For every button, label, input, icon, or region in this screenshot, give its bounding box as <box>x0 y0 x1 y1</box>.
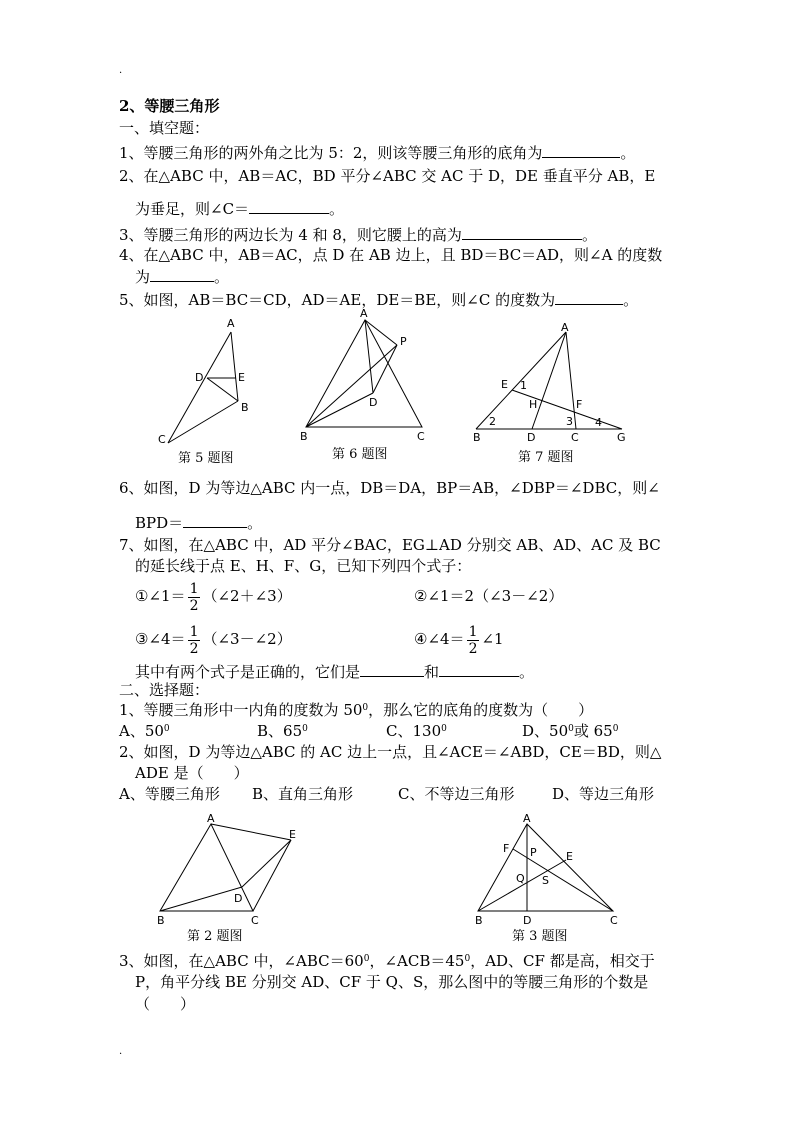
segment-bp <box>306 345 397 427</box>
answer-blank[interactable] <box>555 289 623 305</box>
label-d: D <box>369 396 378 409</box>
answer-blank[interactable] <box>249 198 329 214</box>
question-2-2-line2: ADE 是（ ） <box>135 764 249 782</box>
figure-7 <box>470 318 630 448</box>
label-s: S <box>542 874 549 887</box>
q2-2-option-b[interactable]: B、直角三角形 <box>252 785 354 803</box>
question-1-2-line1: 2、在△ABC 中，AB＝AC，BD 平分∠ABC 交 AC 于 D，DE 垂直平分 AB，E <box>119 167 656 185</box>
question-2-3-line1: 3、如图，在△ABC 中，$\angle ABC=60^0$，$\angle ACB=45^0$，AD、CF 都是高，相交于 <box>119 952 655 970</box>
question-2-2-line1: 2、如图，D 为等边△ABC 的 AC 边上一点，且∠ACE＝∠ABD，CE＝BD，则△ <box>119 743 662 761</box>
segment-de <box>242 840 291 887</box>
q2-1-option-c[interactable]: C、$130^0$ <box>386 722 447 740</box>
answer-blank[interactable] <box>150 266 214 282</box>
q2-1-option-a[interactable]: A、$50^0$ <box>119 722 170 740</box>
label-d: D <box>234 892 243 905</box>
formula-3: ③∠4＝ $\frac{1}{2}$ （∠3－∠2） <box>135 623 292 657</box>
figure-3 <box>470 812 625 930</box>
figure-6-caption: 第 6 题图 <box>332 447 388 462</box>
question-1-1: 1、等腰三角形的两外角之比为 5：2，则该等腰三角形的底角为 。 <box>119 144 636 162</box>
label-c: C <box>610 914 618 927</box>
fraction-half: $\frac{1}{2}$ <box>189 623 199 657</box>
bottom-mark: . <box>119 1046 123 1057</box>
question-1-6-line1: 6、如图，D 为等边△ABC 内一点，DB＝DA，BP＝AB，∠DBP＝∠DBC，则∠ <box>119 479 660 497</box>
top-mark: . <box>119 65 123 76</box>
choice-heading: 二、选择题： <box>119 681 210 699</box>
label-h: H <box>529 398 538 411</box>
figure-3-caption: 第 3 题图 <box>512 929 568 944</box>
question-2-3-line3: （ ） <box>135 995 196 1013</box>
answer-blank[interactable] <box>462 224 582 240</box>
q2-2-option-c[interactable]: C、不等边三角形 <box>398 785 515 803</box>
label-2: 2 <box>489 415 496 428</box>
label-q: Q <box>516 872 525 885</box>
label-p: P <box>400 335 407 348</box>
question-1-3: 3、等腰三角形的两边长为 4 和 8，则它腰上的高为 。 <box>119 226 597 244</box>
answer-blank[interactable] <box>439 661 519 677</box>
label-b: B <box>475 914 483 927</box>
figure-2 <box>152 812 307 930</box>
label-a: A <box>523 812 531 825</box>
question-2-3-line2: P，角平分线 BE 分别交 AD、CF 于 Q、S，那么图中的等腰三角形的个数是 <box>135 973 649 991</box>
label-c: C <box>417 430 425 443</box>
question-2-1: 1、等腰三角形中一内角的度数为 $50^0$，那么它的底角的度数为（ ） <box>119 701 594 719</box>
label-a: A <box>227 317 235 330</box>
label-c: C <box>251 914 259 927</box>
q2-2-option-a[interactable]: A、等腰三角形 <box>119 785 220 803</box>
figure-7-caption: 第 7 题图 <box>518 450 574 465</box>
label-e: E <box>566 850 573 863</box>
label-b: B <box>300 430 308 443</box>
figure-2-caption: 第 2 题图 <box>187 929 243 944</box>
answer-blank[interactable] <box>542 142 620 158</box>
segment-bc <box>168 401 238 443</box>
segment-ec <box>253 840 291 911</box>
label-a: A <box>207 812 215 825</box>
question-1-4-line1: 4、在△ABC 中，AB＝AC，点 D 在 AB 边上，且 BD＝BC＝AD，则∠A 的度数 <box>119 246 663 264</box>
label-c: C <box>158 433 166 446</box>
formula-4: ④∠4＝ $\frac{1}{2}$ ∠1 <box>414 623 504 657</box>
segment-ae <box>211 824 291 840</box>
formula-2: ②∠1＝2（∠3－∠2） <box>414 587 564 605</box>
segment-ad <box>365 320 373 393</box>
fraction-half: $\frac{1}{2}$ <box>468 623 478 657</box>
label-g: G <box>617 431 626 444</box>
segment-be <box>478 860 566 911</box>
segment-cf <box>513 849 613 911</box>
segment-ac <box>168 332 231 443</box>
fraction-half: $\frac{1}{2}$ <box>189 580 199 614</box>
figure-6 <box>296 305 441 445</box>
figure-5-caption: 第 5 题图 <box>178 451 234 466</box>
label-f: F <box>576 398 583 411</box>
label-a: A <box>561 321 569 334</box>
segment-ab <box>231 332 238 401</box>
label-d: D <box>527 431 536 444</box>
segment-ap <box>365 320 397 345</box>
question-1-4-line2: 为 。 <box>135 268 230 286</box>
label-b: B <box>473 431 481 444</box>
segment-bd <box>306 393 373 427</box>
question-1-2-line2: 为垂足，则∠C＝ 。 <box>135 200 345 218</box>
label-e: E <box>289 828 296 841</box>
label-e: E <box>238 371 245 384</box>
label-e: E <box>501 378 508 391</box>
formula-1: ①∠1＝ $\frac{1}{2}$ （∠2＋∠3） <box>135 580 292 614</box>
label-4: 4 <box>595 416 602 429</box>
label-f: F <box>503 842 510 855</box>
q2-1-option-d[interactable]: D、$50^0$或 $65^0$ <box>522 722 619 740</box>
answer-blank[interactable] <box>183 512 247 528</box>
label-d: D <box>195 371 204 384</box>
question-1-7-line1: 7、如图，在△ABC 中，AD 平分∠BAC，EG⊥AD 分别交 AB、AD、AC 及 BC <box>119 536 661 554</box>
fill-in-heading: 一、填空题： <box>119 119 210 137</box>
section-title: 2、等腰三角形 <box>119 97 220 115</box>
question-1-5: 5、如图，AB＝BC＝CD，AD＝AE，DE＝BE，则∠C 的度数为 。 <box>119 291 639 309</box>
label-c: C <box>571 431 579 444</box>
label-p: P <box>530 846 537 859</box>
label-d: D <box>523 914 532 927</box>
question-1-7-conclusion: 其中有两个式子是正确的，它们是 和 。 <box>135 663 535 681</box>
segment-db <box>207 378 238 401</box>
label-a: A <box>360 307 368 320</box>
q2-1-option-b[interactable]: B、$65^0$ <box>257 722 308 740</box>
q2-2-option-d[interactable]: D、等边三角形 <box>552 785 655 803</box>
figure-5 <box>150 315 270 450</box>
segment-dp <box>373 345 397 393</box>
question-1-6-line2: BPD＝ 。 <box>135 514 263 532</box>
label-1: 1 <box>520 379 527 392</box>
segment-ad <box>532 332 566 429</box>
question-1-7-line2: 的延长线于点 E、H、F、G，已知下列四个式子： <box>135 557 472 575</box>
label-3: 3 <box>566 415 573 428</box>
label-b: B <box>157 914 165 927</box>
label-b: B <box>241 401 249 414</box>
answer-blank[interactable] <box>360 661 424 677</box>
